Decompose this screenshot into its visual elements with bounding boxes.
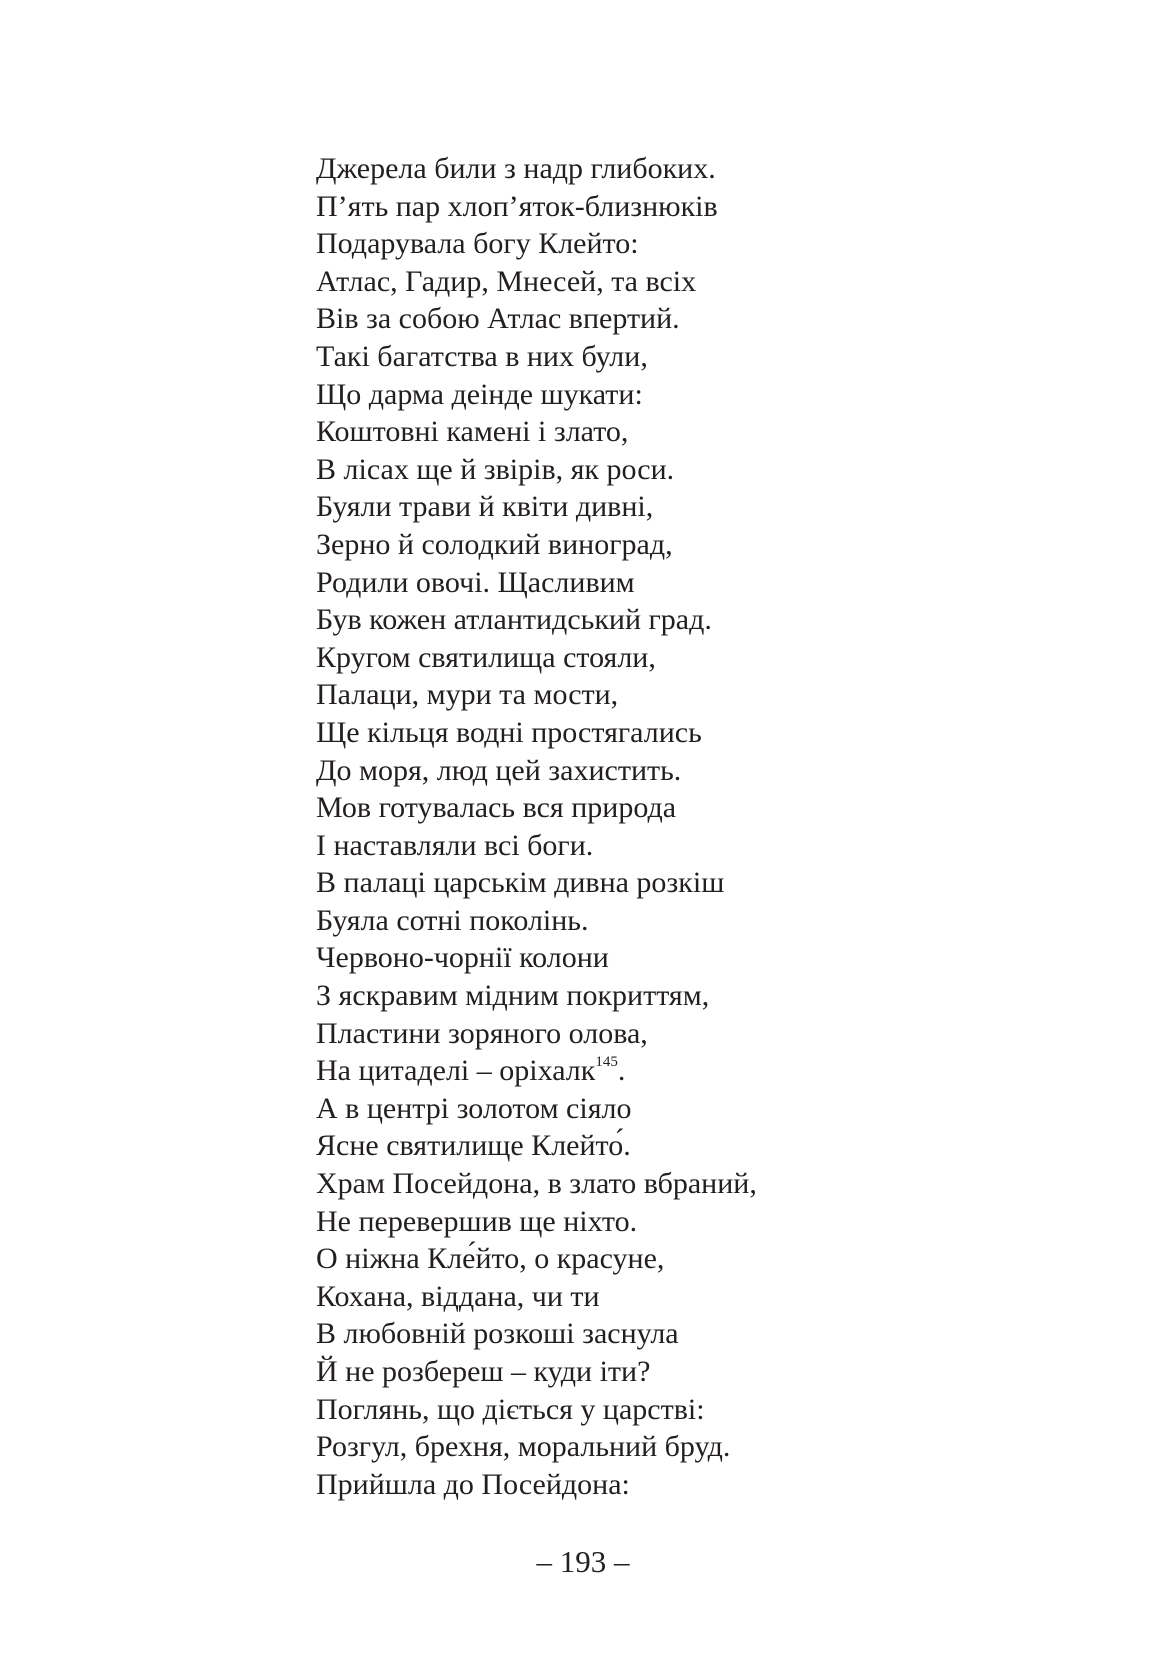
page-number: – 193 – xyxy=(536,1544,630,1579)
poem-line: П’ять пар хлоп’яток-близнюків xyxy=(316,189,718,223)
poem-line: Храм Посейдона, в злато вбраний, xyxy=(316,1167,757,1201)
line-end-punctuation: . xyxy=(617,1054,626,1088)
poem-line: В палаці царськім дивна розкіш xyxy=(316,866,725,900)
poem-line: В любовній розкоші заснула xyxy=(316,1317,679,1351)
poem-line: О ніжна Кле́йто, о красуне, xyxy=(316,1242,665,1276)
poem-line: Розгул, брехня, моральний бруд. xyxy=(316,1430,731,1464)
poem-line: Коштовні камені і злато, xyxy=(316,415,629,449)
poem-text xyxy=(316,150,757,1503)
poem-line: Пластини зоряного олова, xyxy=(316,1016,648,1050)
poem-line: Буяли трави й квіти дивні, xyxy=(316,490,654,524)
poem-line: Ще кільця водні простягались xyxy=(316,715,702,749)
poem-line: Що дарма деінде шукати: xyxy=(316,377,643,411)
poem-line: Був кожен атлантидський град. xyxy=(316,603,712,637)
poem-line: Джерела били з надр глибоких. xyxy=(316,152,716,185)
poem-line: Прийшла до Посейдона: xyxy=(316,1467,630,1501)
poem-line: Поглянь, що діється у царстві: xyxy=(316,1392,705,1426)
poem-line: Буяла сотні поколінь. xyxy=(316,903,589,937)
poem-line: Кохана, віддана, чи ти xyxy=(316,1279,600,1313)
poem-line: Вів за собою Атлас впертий. xyxy=(316,302,680,336)
poem-line: Атлас, Гадир, Мнесей, та всіх xyxy=(316,264,697,298)
footnote-reference: 145 xyxy=(595,1054,618,1071)
poem-line: І наставляли всі боги. xyxy=(316,828,594,862)
poem-line: Подарувала богу Клейто: xyxy=(316,227,639,261)
poem-line-text: На цитаделі – оріхалк xyxy=(316,1054,596,1088)
poem-line: Мов готувалась вся природа xyxy=(316,791,677,825)
poem-line: А в центрі золотом сіяло xyxy=(316,1091,632,1125)
poem-line: Кругом святилища стояли, xyxy=(316,640,656,674)
poem-line: Такі багатства в них були, xyxy=(316,339,648,373)
poem-line: Й не розбереш – куди іти? xyxy=(316,1355,651,1388)
poem-line: Червоно-чорнії колони xyxy=(316,941,609,975)
poem-line: Ясне святилище Клейто́. xyxy=(316,1129,631,1163)
poem-line: Родили овочі. Щасливим xyxy=(316,565,635,599)
poem-line: Зерно й солодкий виноград, xyxy=(316,527,673,561)
poem-line: Не перевершив ще ніхто. xyxy=(316,1204,638,1238)
poem-line: До моря, люд цей захистить. xyxy=(316,753,682,787)
poem-line: З яскравим мідним покриттям, xyxy=(316,979,710,1013)
poem-line: В лісах ще й звірів, як роси. xyxy=(316,452,675,486)
poem-line-with-footnote xyxy=(316,1052,757,1090)
poem-line: Палаци, мури та мости, xyxy=(316,678,619,712)
